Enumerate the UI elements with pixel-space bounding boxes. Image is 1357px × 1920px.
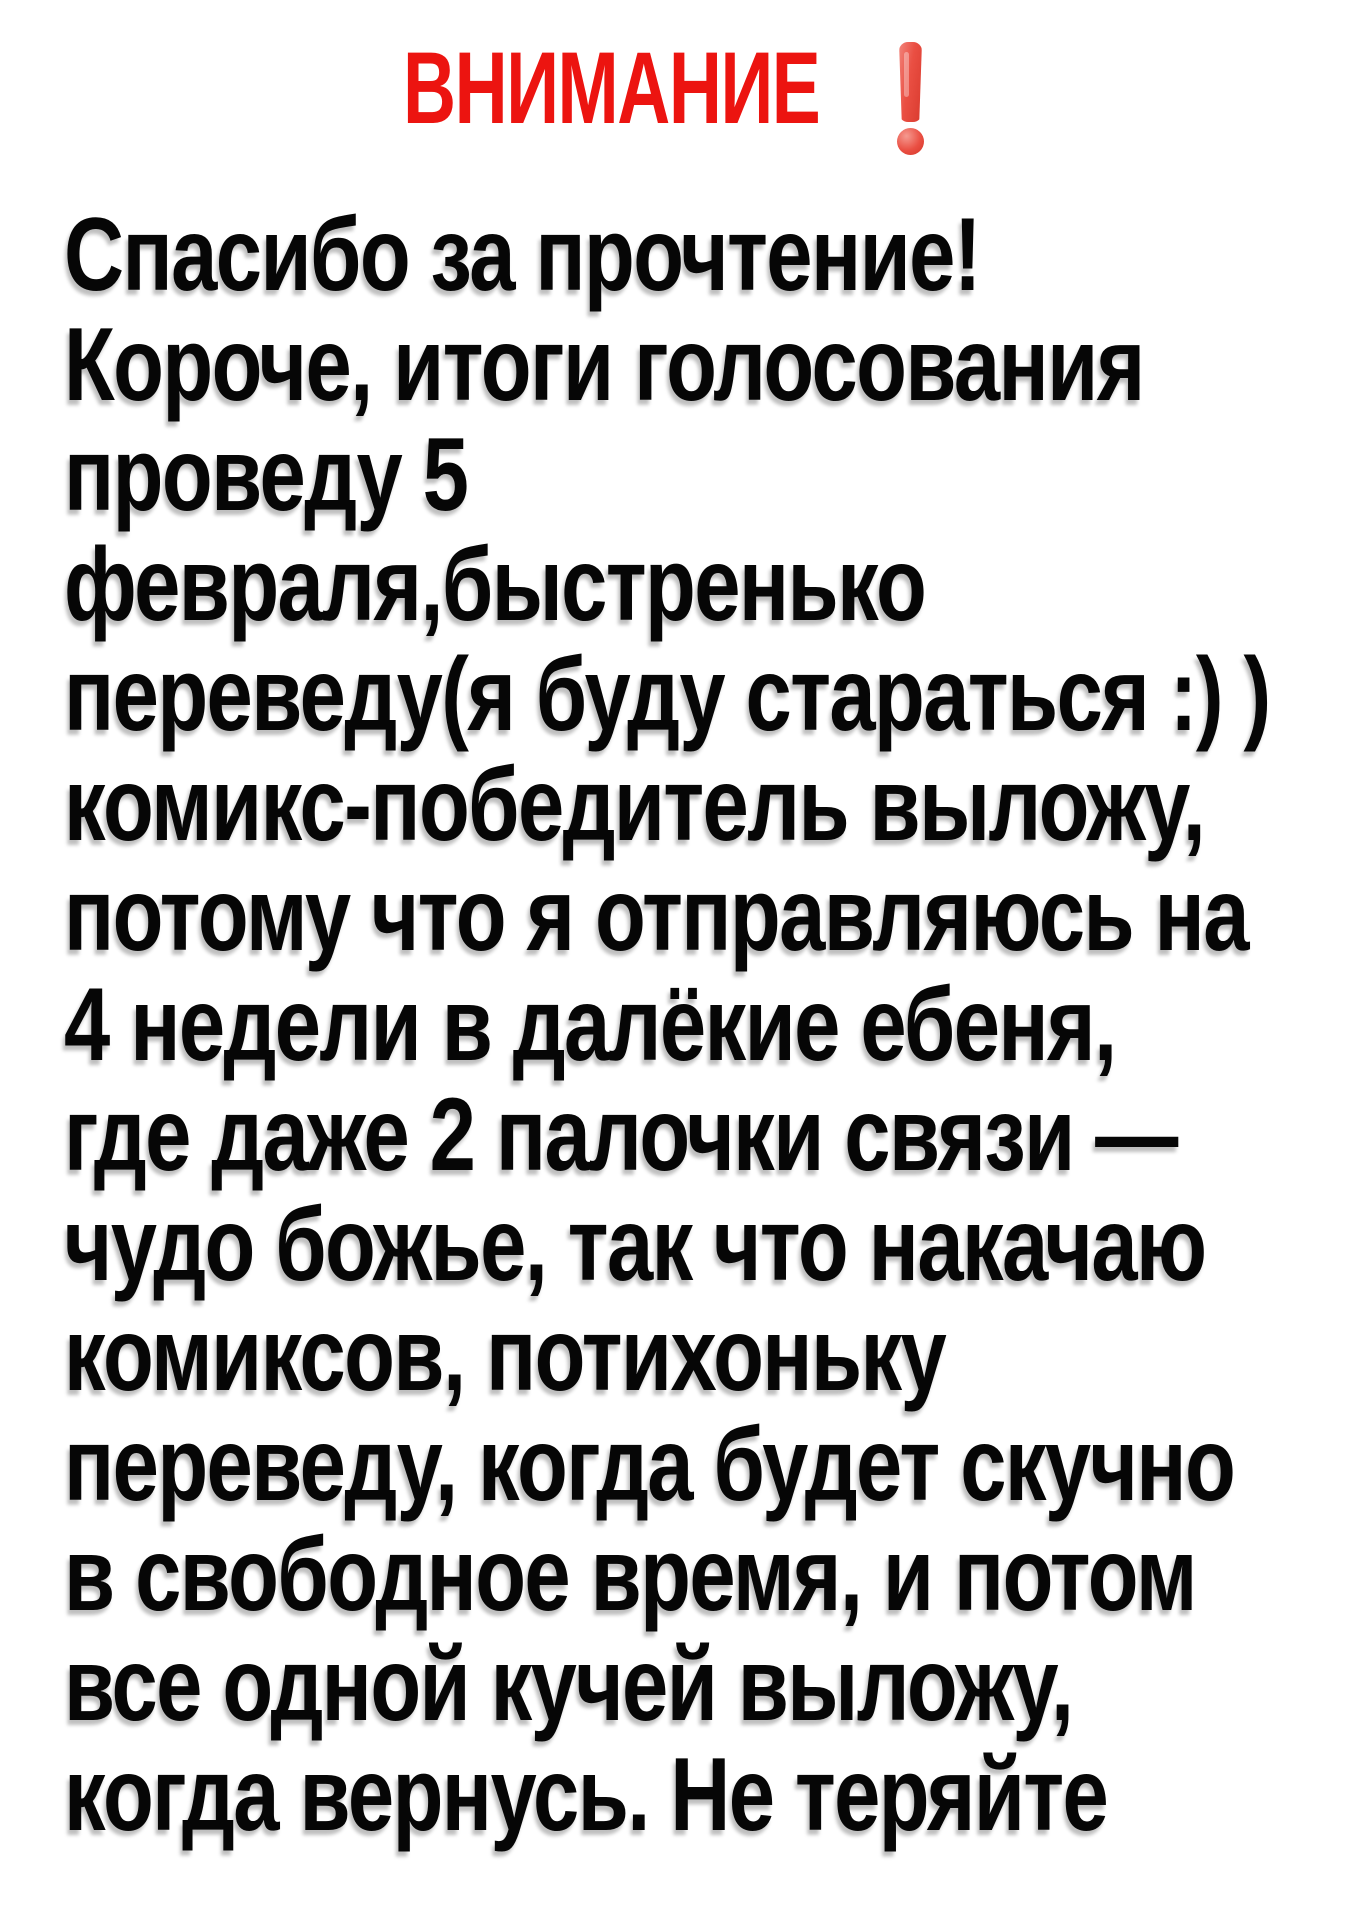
text-line: переведу(я буду стараться :) ): [64, 637, 1270, 753]
header: [0, 0, 1357, 180]
text-line: комиксов, потихоньку: [64, 1297, 946, 1413]
text-line: февраля,быстренько: [64, 527, 926, 643]
exclamation-bar: [899, 42, 922, 122]
text-line: комикс-победитель выложу,: [64, 747, 1205, 863]
text-line: 4 недели в далёкие ебеня,: [64, 967, 1116, 1083]
text-line: где даже 2 палочки связи —: [64, 1077, 1177, 1193]
text-line: Спасибо за прочтение!: [64, 197, 980, 313]
exclamation-mark-icon: [896, 40, 926, 158]
text-line: проведу 5: [64, 417, 468, 533]
text-line: все одной кучей выложу,: [64, 1627, 1073, 1743]
text-line: потому что я отправляюсь на: [64, 857, 1248, 973]
exclamation-dot: [897, 128, 924, 155]
announcement-text: [64, 197, 1354, 1853]
text-line: в свободное время, и потом: [64, 1517, 1196, 1633]
attention-title: ВНИМАНИЕ: [403, 31, 820, 145]
text-line: переведу, когда будет скучно: [64, 1407, 1235, 1523]
text-line: чудо божье, так что накачаю: [64, 1187, 1206, 1303]
text-line: Короче, итоги голосования: [64, 307, 1144, 423]
text-line: когда вернусь. Не теряйте: [64, 1737, 1108, 1853]
